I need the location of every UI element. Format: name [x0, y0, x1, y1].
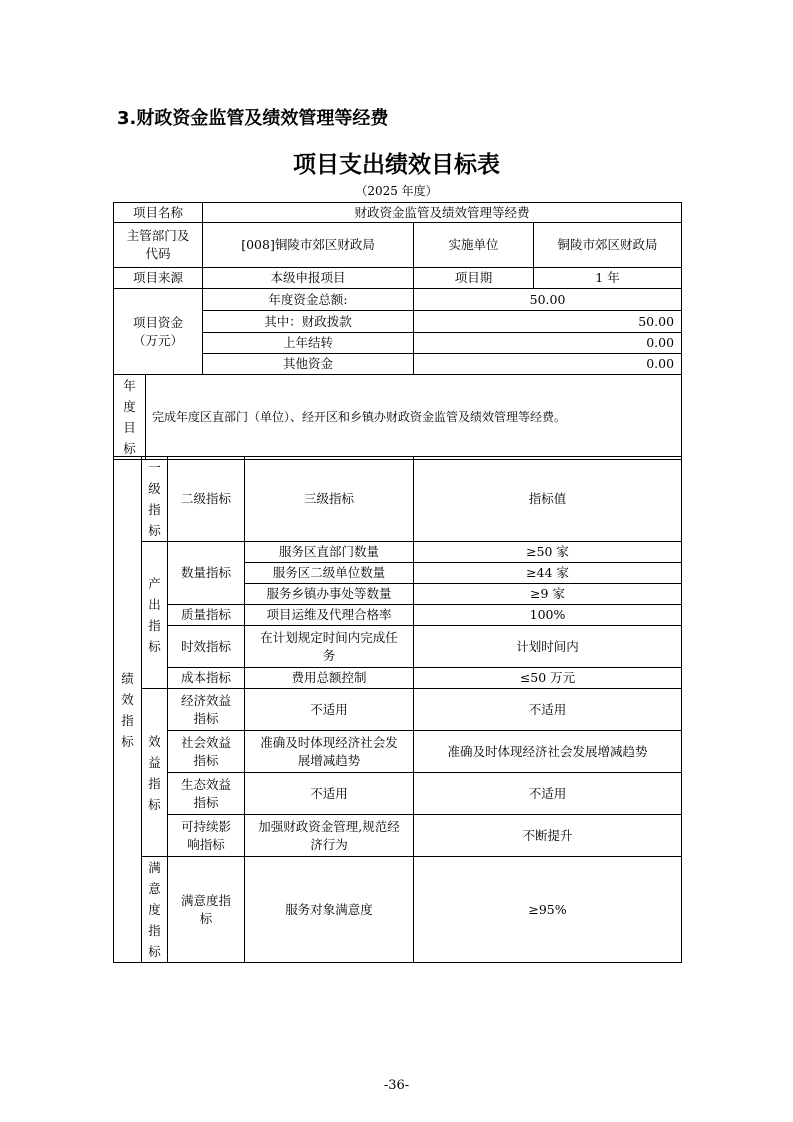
- project-name-row: [114, 203, 682, 223]
- satisfaction-sub-label: 满意度指 标: [168, 857, 245, 963]
- quality-indicator-name: 项目运维及代理合格率: [245, 605, 414, 626]
- funds-carryover-value: 0.00: [414, 333, 682, 354]
- funds-other-label: 其他资金: [203, 354, 414, 375]
- cost-indicator-label: 成本指标: [168, 668, 245, 689]
- timeliness-indicator-value: 计划时间内: [414, 626, 682, 668]
- satisfaction-indicator-label: 满意度指标: [142, 857, 168, 963]
- quantity-indicator-name: 服务区二级单位数量: [245, 563, 414, 584]
- annual-goal-text: 完成年度区直部门（单位）、经开区和乡镇办财政资金监管及绩效管理等经费。: [146, 375, 682, 460]
- performance-indicator-label: 绩效指标: [114, 457, 142, 963]
- timeliness-indicator-name: 在计划规定时间内完成任 务: [245, 626, 414, 668]
- sustainability-indicator-value: 不断提升: [414, 815, 682, 857]
- ecological-indicator-value: 不适用: [414, 773, 682, 815]
- funds-carryover-label: 上年结转: [203, 333, 414, 354]
- department-value: [008]铜陵市郊区财政局: [203, 223, 414, 268]
- funds-total-label: 年度资金总额:: [203, 289, 414, 311]
- cost-row: [114, 668, 682, 689]
- annual-goal-label: 年度目标: [114, 375, 146, 460]
- quality-indicator-label: 质量指标: [168, 605, 245, 626]
- quantity-indicator-value: ≥50 家: [414, 542, 682, 563]
- economic-indicator-label: 经济效益 指标: [168, 689, 245, 731]
- project-period-value: 1 年: [534, 268, 682, 289]
- project-info-table: [113, 202, 682, 460]
- section-heading: 3.财政资金监管及绩效管理等经费: [117, 108, 389, 129]
- funds-label: 项目资金 （万元）: [114, 289, 203, 375]
- quantity-indicator-name: 服务乡镇办事处等数量: [245, 584, 414, 605]
- document-year: （2025 年度）: [355, 184, 438, 198]
- satisfaction-row: [114, 857, 682, 963]
- annual-goal-row: [114, 375, 682, 460]
- project-period-label: 项目期: [414, 268, 534, 289]
- project-source-value: 本级申报项目: [203, 268, 414, 289]
- quantity-indicator-value: ≥9 家: [414, 584, 682, 605]
- timeliness-indicator-label: 时效指标: [168, 626, 245, 668]
- project-source-label: 项目来源: [114, 268, 203, 289]
- header-value: 指标值: [414, 457, 682, 542]
- ecological-row: [114, 773, 682, 815]
- output-indicator-label: 产出指标: [142, 542, 168, 689]
- page-number: -36-: [383, 1078, 410, 1093]
- ecological-indicator-label: 生态效益 指标: [168, 773, 245, 815]
- economic-indicator-name: 不适用: [245, 689, 414, 731]
- quantity-indicator-name: 服务区直部门数量: [245, 542, 414, 563]
- funds-total-value: 50.00: [414, 289, 682, 311]
- funds-other-value: 0.00: [414, 354, 682, 375]
- sustainability-row: [114, 815, 682, 857]
- social-indicator-value: 准确及时体现经济社会发展增减趋势: [414, 731, 682, 773]
- sustainability-indicator-name: 加强财政资金管理,规范经 济行为: [245, 815, 414, 857]
- timeliness-row: [114, 626, 682, 668]
- department-label: 主管部门及 代码: [114, 223, 203, 268]
- quality-row: [114, 605, 682, 626]
- quality-indicator-value: 100%: [414, 605, 682, 626]
- header-level3: 三级指标: [245, 457, 414, 542]
- economic-indicator-value: 不适用: [414, 689, 682, 731]
- quantity-row-1: [114, 542, 682, 563]
- sustainability-indicator-label: 可持续影 响指标: [168, 815, 245, 857]
- funds-total-row: [114, 289, 682, 311]
- satisfaction-indicator-value: ≥95%: [414, 857, 682, 963]
- benefit-indicator-label: 效益指标: [142, 689, 168, 857]
- implementing-unit-value: 铜陵市郊区财政局: [534, 223, 682, 268]
- social-indicator-label: 社会效益 指标: [168, 731, 245, 773]
- header-level1: 一级指标: [142, 457, 168, 542]
- project-source-row: [114, 268, 682, 289]
- cost-indicator-value: ≤50 万元: [414, 668, 682, 689]
- project-name-value: 财政资金监管及绩效管理等经费: [203, 203, 682, 223]
- quantity-indicator-value: ≥44 家: [414, 563, 682, 584]
- social-row: [114, 731, 682, 773]
- funds-fiscal-value: 50.00: [414, 311, 682, 333]
- cost-indicator-name: 费用总额控制: [245, 668, 414, 689]
- funds-fiscal-label: 其中：财政拨款: [203, 311, 414, 333]
- social-indicator-name: 准确及时体现经济社会发 展增减趋势: [245, 731, 414, 773]
- header-level2: 二级指标: [168, 457, 245, 542]
- quantity-indicator-label: 数量指标: [168, 542, 245, 605]
- project-name-label: 项目名称: [114, 203, 203, 223]
- economic-row: [114, 689, 682, 731]
- satisfaction-indicator-name: 服务对象满意度: [245, 857, 414, 963]
- ecological-indicator-name: 不适用: [245, 773, 414, 815]
- indicator-header-row: [114, 457, 682, 542]
- document-title: 项目支出绩效目标表: [293, 152, 500, 178]
- department-row: [114, 223, 682, 268]
- performance-indicator-table: [113, 456, 682, 963]
- implementing-unit-label: 实施单位: [414, 223, 534, 268]
